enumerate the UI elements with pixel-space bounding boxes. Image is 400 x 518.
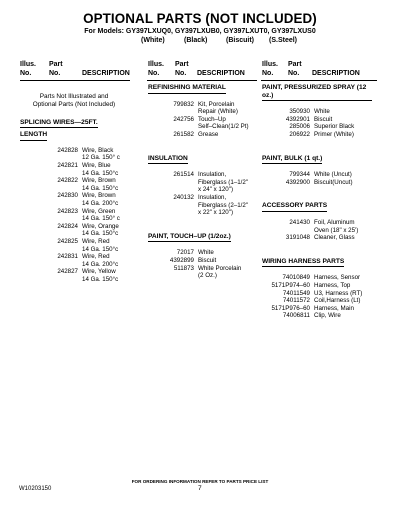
part-number: 242828 (57, 146, 78, 154)
part-number: 261514 (173, 171, 194, 179)
column-3 (262, 84, 372, 328)
description-line: Repair (White) (198, 108, 238, 116)
models-line: For Models: GY397LXUQ0, GY397LXUB0, GY397LXUT0, GY397LXUS0 (84, 28, 316, 35)
col3-header-rule (261, 80, 377, 81)
col3-illus-header: Illus. No. (262, 61, 278, 77)
spacer (148, 280, 249, 288)
part-description (314, 282, 350, 290)
list-item (262, 274, 372, 282)
finish-biscuit: (Biscuit) (226, 37, 254, 44)
description-line: 14 Ga. 150°c (82, 245, 119, 253)
part-description (198, 101, 238, 116)
list-item (20, 177, 128, 192)
section-title: PAINT, PRESSURIZED SPRAY (12 oz.) (262, 84, 372, 101)
list-item (262, 123, 372, 131)
part-number: 242824 (57, 222, 78, 230)
description-line: Insulation, (198, 193, 227, 201)
part-description (198, 194, 248, 217)
part-description (314, 234, 355, 242)
part-number: 74006811 (282, 312, 310, 320)
list-item (20, 238, 128, 253)
col1-part-header: Part No. (49, 61, 63, 77)
part-number: 4392900 (285, 178, 310, 186)
list-item (20, 223, 128, 238)
parts-list (262, 219, 372, 242)
part-number: 242823 (57, 207, 78, 215)
section-title: WIRING HARNESS PARTS (262, 258, 344, 268)
parts-list (148, 249, 249, 279)
section-title: PAINT, BULK (1 qt.) (262, 155, 322, 165)
col2-header-rule (147, 80, 257, 81)
document-number: W10203150 (19, 486, 52, 492)
description-line: 14 Ga. 200°c (82, 260, 119, 268)
parts-list (262, 108, 372, 138)
description-line: 14 Ga. 150°c (82, 230, 119, 238)
spacer (262, 320, 372, 328)
spacer (262, 139, 372, 147)
description-line: 14 Ga. 150°c (82, 275, 119, 283)
part-number: 350930 (289, 108, 310, 116)
section-title: REFINISHING MATERIAL (148, 84, 226, 94)
list-item (148, 171, 249, 194)
description-line: Cleaner, Glass (314, 234, 355, 242)
part-description (82, 268, 118, 283)
description-line: Primer (White) (314, 130, 354, 138)
part-description (82, 208, 120, 223)
part-description (314, 171, 352, 179)
part-number: 285006 (289, 123, 310, 131)
part-description (198, 116, 249, 131)
list-item (148, 249, 249, 257)
part-number: 74011572 (282, 297, 310, 305)
description-line: 14 Ga. 200°c (82, 199, 119, 207)
list-item (262, 305, 372, 313)
list-item (148, 101, 249, 116)
description-line: Fiberglass (2–1/2" (198, 201, 249, 209)
part-number: 242830 (57, 192, 78, 200)
section-title: INSULATION (148, 155, 188, 165)
description-line: Harness, Main (314, 304, 354, 312)
finish-steel: (S.Steel) (269, 37, 298, 44)
description-line: Biscuit (198, 256, 217, 264)
part-number: 240132 (173, 193, 194, 201)
column-2 (148, 84, 249, 288)
description-line: 14 Ga. 150° c (82, 215, 120, 223)
part-description (198, 249, 214, 257)
part-number: 72017 (176, 249, 194, 257)
part-description (198, 265, 241, 280)
description-line: x 24" x 120") (198, 186, 234, 194)
part-description (198, 257, 216, 265)
part-description (314, 179, 353, 187)
list-item (262, 234, 372, 242)
column-1 (20, 85, 128, 283)
part-description (82, 253, 118, 268)
description-line: Touch–Up (198, 115, 226, 123)
description-line: Grease (198, 130, 219, 138)
description-line: 14 Ga. 150°c (82, 169, 119, 177)
description-line: Fiberglass (1–1/2" (198, 178, 249, 186)
page-title: OPTIONAL PARTS (NOT INCLUDED) (83, 11, 317, 26)
description-line: U3, Harness (RT) (314, 289, 363, 297)
description-line: (2 Oz.) (198, 272, 217, 280)
part-number: 74011549 (282, 289, 310, 297)
description-line: Wire, Green (82, 207, 116, 215)
col1-illus-header: Illus. No. (20, 61, 36, 77)
part-number: 242831 (57, 253, 78, 261)
part-number: 511873 (173, 264, 194, 272)
part-number: 206922 (289, 130, 310, 138)
col1-description-header: DESCRIPTION (82, 69, 130, 77)
list-item (262, 116, 372, 124)
part-description (82, 147, 120, 162)
part-number: 74010849 (282, 274, 310, 282)
part-number: 5171P974–60 (271, 281, 310, 289)
part-description (82, 162, 118, 177)
part-description (82, 238, 118, 253)
description-line: White (314, 108, 330, 116)
section-title: PAINT, TOUCH–UP (1/2oz.) (148, 233, 231, 243)
part-description (314, 123, 354, 131)
list-item (262, 297, 372, 305)
list-item (262, 219, 372, 234)
list-item (262, 108, 372, 116)
description-line: Clip, Wire (314, 312, 341, 320)
part-description (82, 192, 118, 207)
parts-list (262, 171, 372, 186)
description-line: White Porcelain (198, 264, 242, 272)
description-line: Wire, Orange (82, 222, 119, 230)
description-line: Harness, Sensor (314, 274, 361, 282)
list-item (20, 192, 128, 207)
description-line: Insulation, (198, 171, 227, 179)
col2-description-header: DESCRIPTION (197, 69, 245, 77)
part-number: 4392899 (169, 256, 194, 264)
part-description (314, 116, 332, 124)
list-item (262, 290, 372, 298)
col2-part-header: Part No. (175, 61, 189, 77)
col1-header-rule (20, 80, 130, 81)
part-number: 242825 (57, 237, 78, 245)
description-line: Biscuit(Uncut) (314, 178, 353, 186)
part-description (82, 223, 119, 238)
part-description (314, 108, 330, 116)
list-item (148, 194, 249, 217)
list-item (20, 208, 128, 223)
col2-illus-header: Illus. No. (148, 61, 164, 77)
description-line: Wire, Black (82, 146, 114, 154)
description-line: Coil,Harness (Lt) (314, 297, 361, 305)
list-item (148, 116, 249, 131)
list-item (148, 131, 249, 139)
description-line: Self–Clean(1/2 Pt) (198, 123, 249, 131)
description-line: 12 Ga. 150° c (82, 154, 120, 162)
description-line: 14 Ga. 150°c (82, 184, 119, 192)
list-item (262, 312, 372, 320)
section-title: ACCESSORY PARTS (262, 202, 327, 212)
parts-list (148, 171, 249, 217)
splicing-wires-list (20, 147, 128, 284)
part-description (314, 305, 354, 313)
part-number: 799832 (173, 100, 194, 108)
part-number: 3191048 (285, 234, 310, 242)
part-description (314, 274, 360, 282)
description-line: Harness, Top (314, 281, 351, 289)
parts-list (262, 274, 372, 320)
description-line: Wire, Brown (82, 192, 116, 200)
spacer (148, 139, 249, 147)
part-description (314, 290, 362, 298)
list-item (262, 131, 372, 139)
description-line: Wire, Yellow (82, 268, 116, 276)
description-line: Superior Black (314, 123, 355, 131)
finish-white: (White) (141, 37, 165, 44)
parts-list (148, 101, 249, 139)
description-line: Kit, Porcelain (198, 100, 235, 108)
list-item (262, 171, 372, 179)
part-number: 242827 (57, 268, 78, 276)
part-description (314, 297, 360, 305)
part-number: 5171P976–60 (271, 304, 310, 312)
part-description (198, 131, 218, 139)
spacer (262, 186, 372, 194)
finish-black: (Black) (184, 37, 208, 44)
list-item (20, 268, 128, 283)
description-line: Foil, Aluminum (314, 218, 355, 226)
part-number: 4392901 (285, 115, 310, 123)
spacer (262, 242, 372, 250)
list-item (20, 147, 128, 162)
list-item (20, 253, 128, 268)
description-line: White (Uncut) (314, 171, 352, 179)
description-line: Wire, Red (82, 237, 110, 245)
spacer (148, 217, 249, 225)
description-line: x 22" x 120") (198, 209, 234, 217)
part-description (82, 177, 118, 192)
description-line: White (198, 249, 214, 257)
part-description (314, 312, 341, 320)
description-line: Wire, Blue (82, 161, 111, 169)
description-line: Oven (18" x 25') (314, 226, 359, 234)
not-illustrated-note: Parts Not Illustrated and Optional Parts (Not Included) (32, 93, 116, 108)
col3-description-header: DESCRIPTION (312, 69, 360, 77)
part-number: 242756 (173, 115, 194, 123)
page-number: 7 (198, 485, 202, 492)
part-description (314, 219, 358, 234)
list-item (262, 179, 372, 187)
list-item (148, 265, 249, 280)
section-title-splicing-wires: SPLICING WIRES—25FT. LENGTH (20, 119, 128, 141)
part-number: 242821 (57, 161, 78, 169)
part-number: 242822 (57, 177, 78, 185)
part-number: 261582 (173, 130, 194, 138)
description-line: Wire, Red (82, 253, 110, 261)
part-description (314, 131, 354, 139)
col3-part-header: Part No. (288, 61, 302, 77)
list-item (262, 282, 372, 290)
part-number: 241430 (289, 218, 310, 226)
part-number: 799344 (289, 171, 310, 179)
part-description (198, 171, 248, 194)
description-line: Wire, Brown (82, 177, 116, 185)
ordering-info-note: FOR ORDERING INFORMATION REFER TO PARTS PRICE LIST (131, 479, 269, 484)
description-line: Biscuit (314, 115, 333, 123)
list-item (148, 257, 249, 265)
list-item (20, 162, 128, 177)
